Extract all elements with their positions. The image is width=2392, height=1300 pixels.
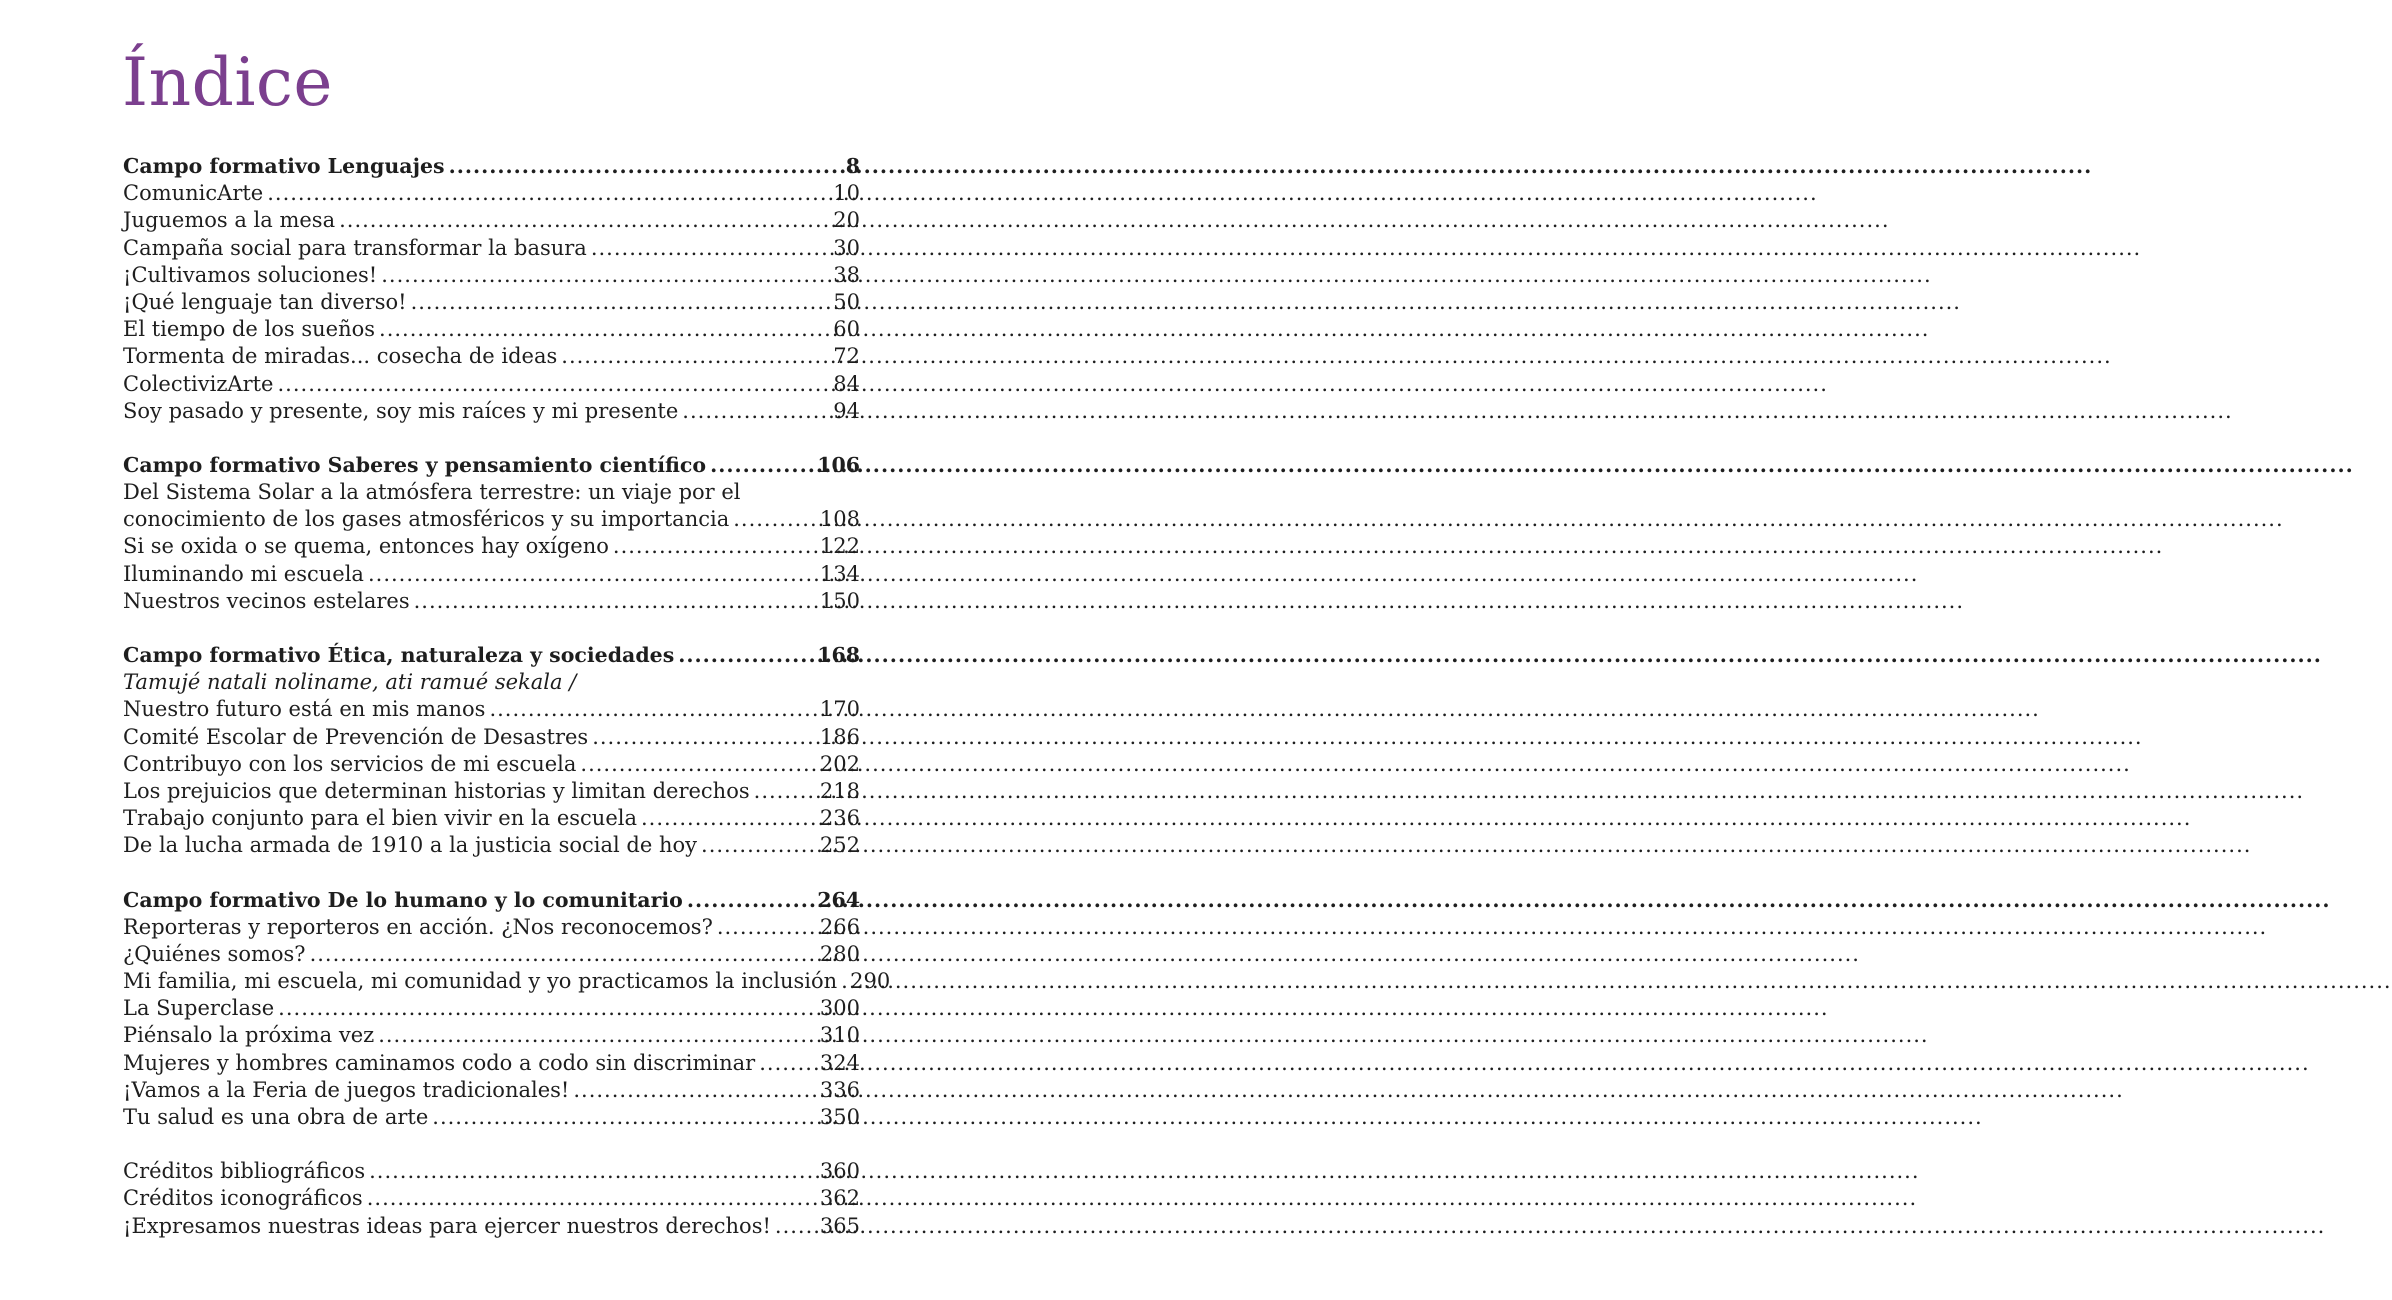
- toc-entry-label: ColectivizArte: [123, 371, 274, 396]
- toc-entry-label: Nuestro futuro está en mis manos: [123, 697, 486, 722]
- dot-leader: [278, 995, 817, 1022]
- toc-entry-label: Mi familia, mi escuela, mi comunidad y yo practicamos la inclusión: [123, 969, 838, 994]
- toc-entry[interactable]: [123, 914, 860, 941]
- toc-entry[interactable]: [123, 398, 860, 425]
- toc-entry[interactable]: [123, 343, 860, 370]
- dot-leader: [754, 778, 817, 805]
- toc-entry-label: Campo formativo Ética, naturaleza y sociedades: [123, 643, 675, 667]
- dot-leader: [687, 887, 814, 914]
- toc-entry-label: Los prejuicios que determinan historias y limitan derechos: [123, 778, 750, 803]
- toc-entry-label: ComunicArte: [123, 181, 264, 206]
- dot-leader: [414, 588, 817, 615]
- toc-entry[interactable]: [123, 751, 860, 778]
- toc-page-number: 106: [817, 452, 860, 477]
- toc-page-number: 280: [819, 941, 860, 966]
- toc-entry[interactable]: [123, 1213, 860, 1240]
- toc-entry[interactable]: [123, 588, 860, 615]
- toc-entry[interactable]: [123, 561, 860, 588]
- toc-entry[interactable]: [123, 289, 860, 316]
- toc-entry-label: Piénsalo la próxima vez: [123, 1023, 375, 1048]
- dot-leader: [379, 316, 830, 343]
- toc-page-number: 84: [833, 371, 860, 396]
- toc-heading-campo-formativo-lenguajes[interactable]: [123, 153, 860, 180]
- toc-heading-campo-formativo-de-lo-humano-y-lo-comuni[interactable]: [123, 887, 860, 914]
- toc-page-number: 8: [845, 154, 860, 178]
- toc-entry[interactable]: [123, 995, 860, 1022]
- toc-page-number: 30: [833, 235, 860, 260]
- dot-leader: [591, 235, 830, 262]
- section-spacer: [123, 1131, 860, 1158]
- toc-page-number: 236: [819, 806, 860, 831]
- dot-leader: [368, 561, 817, 588]
- dot-leader: [561, 343, 830, 370]
- dot-leader: [411, 289, 831, 316]
- toc-entry-label: Comité Escolar de Prevención de Desastres: [123, 724, 589, 749]
- page-title: Índice: [122, 44, 333, 121]
- toc-page-number: 10: [833, 181, 860, 206]
- toc-entry-label: Tu salud es una obra de arte: [123, 1105, 429, 1129]
- toc-entry-label: Trabajo conjunto para el bien vivir en la escuela: [123, 806, 637, 831]
- dot-leader: [775, 1213, 817, 1240]
- toc-entry[interactable]: [123, 968, 891, 995]
- toc-entry[interactable]: [123, 669, 860, 696]
- toc-entry[interactable]: [123, 1158, 860, 1185]
- toc-entry[interactable]: [123, 1077, 860, 1104]
- toc-page-number: 264: [817, 887, 860, 912]
- toc-page-number: 202: [819, 751, 860, 776]
- toc-entry[interactable]: [123, 724, 860, 751]
- table-of-contents: [123, 153, 891, 1240]
- toc-entry-label: El tiempo de los sueños: [123, 317, 376, 342]
- toc-page-number: 38: [833, 262, 860, 287]
- toc-entry-label: Tormenta de miradas... cosecha de ideas: [123, 344, 558, 369]
- toc-section: [123, 642, 860, 860]
- dot-leader: [592, 724, 817, 751]
- toc-entry-label: ¡Qué lenguaje tan diverso!: [123, 289, 407, 314]
- dot-leader: [378, 1022, 817, 1049]
- toc-section: [123, 153, 860, 425]
- toc-entry-label: Si se oxida o se quema, entonces hay oxígeno: [123, 534, 609, 559]
- toc-page-number: 186: [819, 724, 860, 749]
- toc-section: [123, 452, 860, 615]
- dot-leader: [678, 642, 814, 669]
- toc-entry-label: Nuestros vecinos estelares: [123, 588, 410, 613]
- toc-page-number: 290: [850, 969, 891, 994]
- toc-entry-label: Mujeres y hombres caminamos codo a codo sin discriminar: [123, 1050, 756, 1075]
- toc-entry-label: Reporteras y reporteros en acción. ¿Nos reconocemos?: [123, 914, 713, 939]
- toc-entry[interactable]: [123, 207, 860, 234]
- toc-page-number: 266: [819, 914, 860, 939]
- toc-entry-label: Campo formativo Lenguajes: [123, 154, 445, 178]
- toc-entry-label: Campaña social para transformar la basura: [123, 235, 587, 260]
- toc-entry-label: conocimiento de los gases atmosféricos y su importancia: [123, 507, 730, 532]
- toc-entry-label: Campo formativo Saberes y pensamiento científico: [123, 452, 707, 477]
- toc-entry-label: La Superclase: [123, 996, 275, 1021]
- toc-section: [123, 887, 891, 1132]
- dot-leader: [710, 452, 814, 479]
- toc-entry-label: ¿Quiénes somos?: [123, 941, 306, 966]
- toc-entry-label: Créditos bibliográficos: [123, 1159, 366, 1184]
- dot-leader: [367, 1185, 817, 1212]
- dot-leader: [701, 832, 817, 859]
- toc-page-number: 60: [833, 317, 860, 342]
- toc-entry[interactable]: [123, 533, 860, 560]
- toc-page-number: 300: [819, 996, 860, 1021]
- toc-page-number: 350: [819, 1105, 860, 1129]
- toc-page-number: 336: [819, 1077, 860, 1102]
- toc-entry-label: Créditos iconográficos: [123, 1186, 363, 1211]
- toc-entry[interactable]: [123, 235, 860, 262]
- toc-page-number: 218: [819, 778, 860, 803]
- toc-entry[interactable]: [123, 1050, 860, 1077]
- dot-leader: [369, 1158, 817, 1185]
- toc-page-number: 122: [819, 534, 860, 559]
- toc-entry[interactable]: [123, 941, 860, 968]
- section-spacer: [123, 425, 860, 452]
- toc-entry[interactable]: [123, 778, 860, 805]
- dot-leader: [310, 941, 817, 968]
- toc-page-number: 108: [819, 507, 860, 532]
- toc-page-number: 310: [819, 1023, 860, 1048]
- toc-entry-label: Contribuyo con los servicios de mi escuela: [123, 751, 577, 776]
- toc-entry-label: Iluminando mi escuela: [123, 561, 364, 586]
- toc-entry-label: ¡Expresamos nuestras ideas para ejercer nuestros derechos!: [123, 1213, 771, 1238]
- toc-entry-label: Soy pasado y presente, soy mis raíces y mi presente: [123, 398, 679, 423]
- toc-page-number: 324: [819, 1050, 860, 1075]
- dot-leader: [841, 968, 847, 995]
- dot-leader: [432, 1104, 817, 1131]
- toc-section: [123, 1158, 860, 1240]
- toc-page-number: 94: [833, 398, 860, 423]
- dot-leader: [682, 398, 830, 425]
- toc-entry-label: Tamujé natali noliname, ati ramué sekala /: [123, 670, 577, 695]
- toc-page-number: 365: [819, 1213, 860, 1238]
- toc-entry[interactable]: [123, 506, 860, 533]
- dot-leader: [449, 153, 843, 180]
- toc-entry[interactable]: [123, 1104, 860, 1131]
- toc-entry[interactable]: [123, 479, 860, 506]
- toc-entry[interactable]: [123, 1185, 860, 1212]
- toc-entry[interactable]: [123, 1022, 860, 1049]
- toc-entry[interactable]: [123, 316, 860, 343]
- toc-entry[interactable]: [123, 805, 860, 832]
- dot-leader: [613, 533, 817, 560]
- dot-leader: [759, 1050, 817, 1077]
- toc-page-number: 20: [833, 208, 860, 233]
- toc-page-number: 168: [817, 643, 860, 667]
- toc-entry-label: Juguemos a la mesa: [123, 208, 336, 233]
- dot-leader: [641, 805, 817, 832]
- toc-heading-campo-formativo-etica-naturaleza-y-socie[interactable]: [123, 642, 860, 669]
- dot-leader: [717, 914, 817, 941]
- toc-page-number: 362: [819, 1186, 860, 1211]
- toc-entry-label: Del Sistema Solar a la atmósfera terrestre: un viaje por el: [123, 480, 741, 505]
- toc-entry-label: De la lucha armada de 1910 a la justicia social de hoy: [123, 833, 698, 858]
- dot-leader: [278, 371, 831, 398]
- dot-leader: [267, 180, 830, 207]
- toc-page-number: 360: [819, 1159, 860, 1184]
- toc-heading-campo-formativo-saberes-y-pensamiento-ci[interactable]: [123, 452, 860, 479]
- toc-entry-label: ¡Vamos a la Feria de juegos tradicionales!: [123, 1077, 570, 1102]
- toc-page-number: 170: [819, 697, 860, 722]
- toc-entry[interactable]: [123, 696, 860, 723]
- dot-leader: [580, 751, 817, 778]
- toc-page-number: 150: [819, 588, 860, 613]
- dot-leader: [573, 1077, 817, 1104]
- toc-entry[interactable]: [123, 180, 860, 207]
- toc-page-number: 50: [833, 289, 860, 314]
- toc-page-number: 252: [819, 833, 860, 858]
- toc-entry[interactable]: [123, 371, 860, 398]
- section-spacer: [123, 860, 860, 887]
- section-spacer: [123, 615, 860, 642]
- toc-entry-label: ¡Cultivamos soluciones!: [123, 262, 378, 287]
- toc-entry[interactable]: [123, 262, 860, 289]
- dot-leader: [381, 262, 830, 289]
- dot-leader: [339, 207, 830, 234]
- toc-page-number: 134: [819, 561, 860, 586]
- toc-entry[interactable]: [123, 832, 860, 859]
- toc-page-number: 72: [833, 344, 860, 369]
- dot-leader: [489, 696, 816, 723]
- toc-entry-label: Campo formativo De lo humano y lo comunitario: [123, 887, 683, 912]
- dot-leader: [733, 506, 817, 533]
